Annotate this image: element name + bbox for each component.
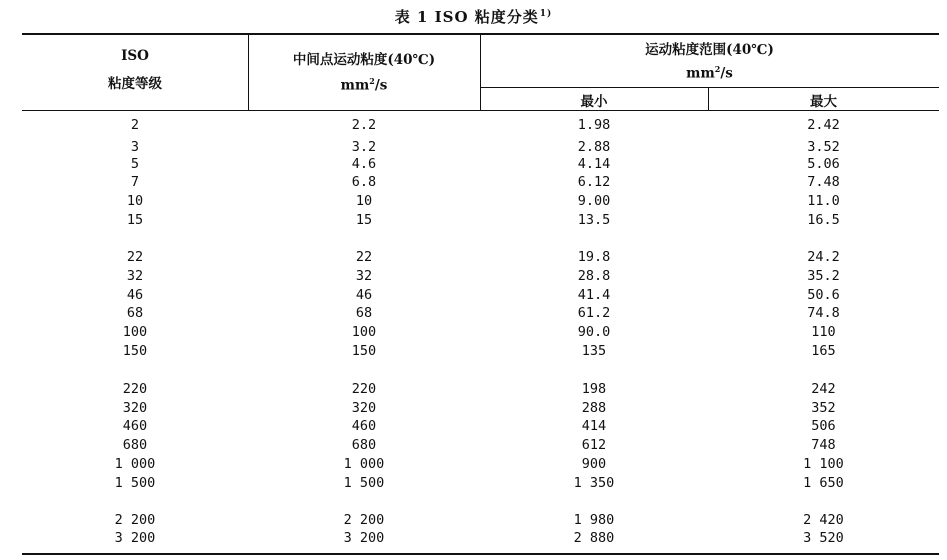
cell-min: 19.8 — [577, 249, 611, 265]
cell-max: 242 — [811, 381, 836, 397]
header-iso-line2: 粘度等级 — [108, 76, 162, 92]
cell-grade: 100 — [122, 324, 148, 340]
cell-grade: 22 — [126, 249, 144, 265]
cell-midpoint: 10 — [355, 193, 373, 209]
cell-min: 61.2 — [577, 305, 611, 321]
cell-max: 1 100 — [803, 456, 844, 472]
cell-max: 35.2 — [807, 268, 840, 284]
cell-midpoint: 150 — [351, 343, 377, 359]
table-title — [0, 6, 947, 27]
cell-midpoint: 1 500 — [343, 475, 385, 491]
cell-midpoint: 680 — [351, 437, 377, 453]
header-midpoint — [248, 48, 480, 94]
cell-min: 2.88 — [577, 139, 611, 155]
cell-min: 135 — [581, 343, 607, 359]
cell-max: 1 650 — [803, 475, 844, 491]
header-midpoint-unit-exp: 2 — [369, 76, 375, 86]
header-iso — [22, 48, 248, 92]
cell-min: 41.4 — [577, 287, 611, 303]
cell-min: 28.8 — [577, 268, 611, 284]
cell-max: 2.42 — [807, 117, 840, 133]
cell-grade: 220 — [122, 381, 148, 397]
cell-min: 900 — [581, 456, 607, 472]
cell-midpoint: 15 — [355, 212, 373, 228]
cell-min: 13.5 — [577, 212, 611, 228]
cell-grade: 68 — [126, 305, 144, 321]
cell-max: 110 — [811, 324, 836, 340]
cell-grade: 1 000 — [114, 456, 156, 472]
cell-min: 4.14 — [577, 156, 611, 172]
cell-max: 7.48 — [807, 174, 840, 190]
header-max: 最大 — [810, 94, 837, 110]
cell-min: 1 350 — [573, 475, 615, 491]
cell-grade: 5 — [130, 156, 140, 172]
header-iso-line1: ISO — [121, 48, 149, 64]
cell-grade: 15 — [126, 212, 144, 228]
cell-max: 11.0 — [807, 193, 840, 209]
cell-grade: 1 500 — [114, 475, 156, 491]
cell-midpoint: 2 200 — [343, 512, 385, 528]
cell-midpoint: 460 — [351, 418, 377, 434]
cell-min: 6.12 — [577, 174, 611, 190]
header-midpoint-unit — [248, 76, 480, 94]
cell-midpoint: 6.8 — [351, 174, 377, 190]
cell-max: 5.06 — [807, 156, 840, 172]
cell-min: 2 880 — [573, 530, 615, 546]
title-footnote-marker: 1) — [539, 9, 553, 19]
cell-grade: 2 — [130, 117, 140, 133]
cell-midpoint: 4.6 — [351, 156, 377, 172]
cell-grade: 32 — [126, 268, 144, 284]
cell-grade: 460 — [122, 418, 148, 434]
cell-grade: 10 — [126, 193, 144, 209]
cell-grade: 2 200 — [114, 512, 156, 528]
header-range — [480, 38, 939, 82]
cell-midpoint: 32 — [355, 268, 373, 284]
cell-grade: 680 — [122, 437, 148, 453]
header-range-unit-tail: /s — [720, 65, 733, 82]
header-midpoint-line1: 中间点运动粘度(40℃) — [292, 52, 436, 68]
cell-min: 90.0 — [577, 324, 611, 340]
header-range-unit-base: mm — [686, 65, 715, 82]
header-midpoint-unit-tail: /s — [374, 77, 388, 94]
cell-min: 288 — [581, 400, 607, 416]
table-bottom-rule — [22, 553, 939, 555]
cell-max: 2 420 — [803, 512, 844, 528]
cell-min: 414 — [581, 418, 607, 434]
cell-max: 3.52 — [807, 139, 840, 155]
cell-midpoint: 1 000 — [343, 456, 385, 472]
cell-midpoint: 2.2 — [351, 117, 377, 133]
cell-max: 74.8 — [807, 305, 840, 321]
range-subheader-rule — [480, 87, 939, 88]
cell-max: 24.2 — [807, 249, 840, 265]
cell-grade: 3 200 — [114, 530, 156, 546]
header-min: 最小 — [580, 94, 608, 110]
cell-midpoint: 100 — [351, 324, 377, 340]
cell-midpoint: 320 — [351, 400, 377, 416]
header-range-unit — [480, 64, 939, 82]
cell-grade: 320 — [122, 400, 148, 416]
table-title-text: 表 1 ISO 粘度分类 — [394, 8, 539, 26]
cell-min: 612 — [581, 437, 607, 453]
cell-min: 198 — [581, 381, 607, 397]
cell-grade: 46 — [126, 287, 144, 303]
cell-midpoint: 220 — [351, 381, 377, 397]
cell-grade: 3 — [130, 139, 140, 155]
cell-midpoint: 68 — [355, 305, 373, 321]
cell-max: 748 — [811, 437, 836, 453]
cell-min: 9.00 — [577, 193, 611, 209]
cell-min: 1 980 — [573, 512, 615, 528]
cell-grade: 7 — [130, 174, 140, 190]
cell-midpoint: 22 — [355, 249, 373, 265]
cell-max: 3 520 — [803, 530, 844, 546]
header-midpoint-unit-base: mm — [340, 77, 370, 94]
cell-midpoint: 3 200 — [343, 530, 385, 546]
header-range-unit-exp: 2 — [714, 64, 721, 74]
cell-max: 16.5 — [807, 212, 840, 228]
cell-min: 1.98 — [577, 117, 611, 133]
header-range-line1: 运动粘度范围(40℃) — [645, 42, 774, 58]
cell-max: 506 — [811, 418, 836, 434]
cell-max: 50.6 — [807, 287, 840, 303]
cell-max: 352 — [811, 400, 836, 416]
cell-midpoint: 46 — [355, 287, 373, 303]
cell-midpoint: 3.2 — [351, 139, 377, 155]
cell-grade: 150 — [122, 343, 148, 359]
cell-max: 165 — [811, 343, 836, 359]
